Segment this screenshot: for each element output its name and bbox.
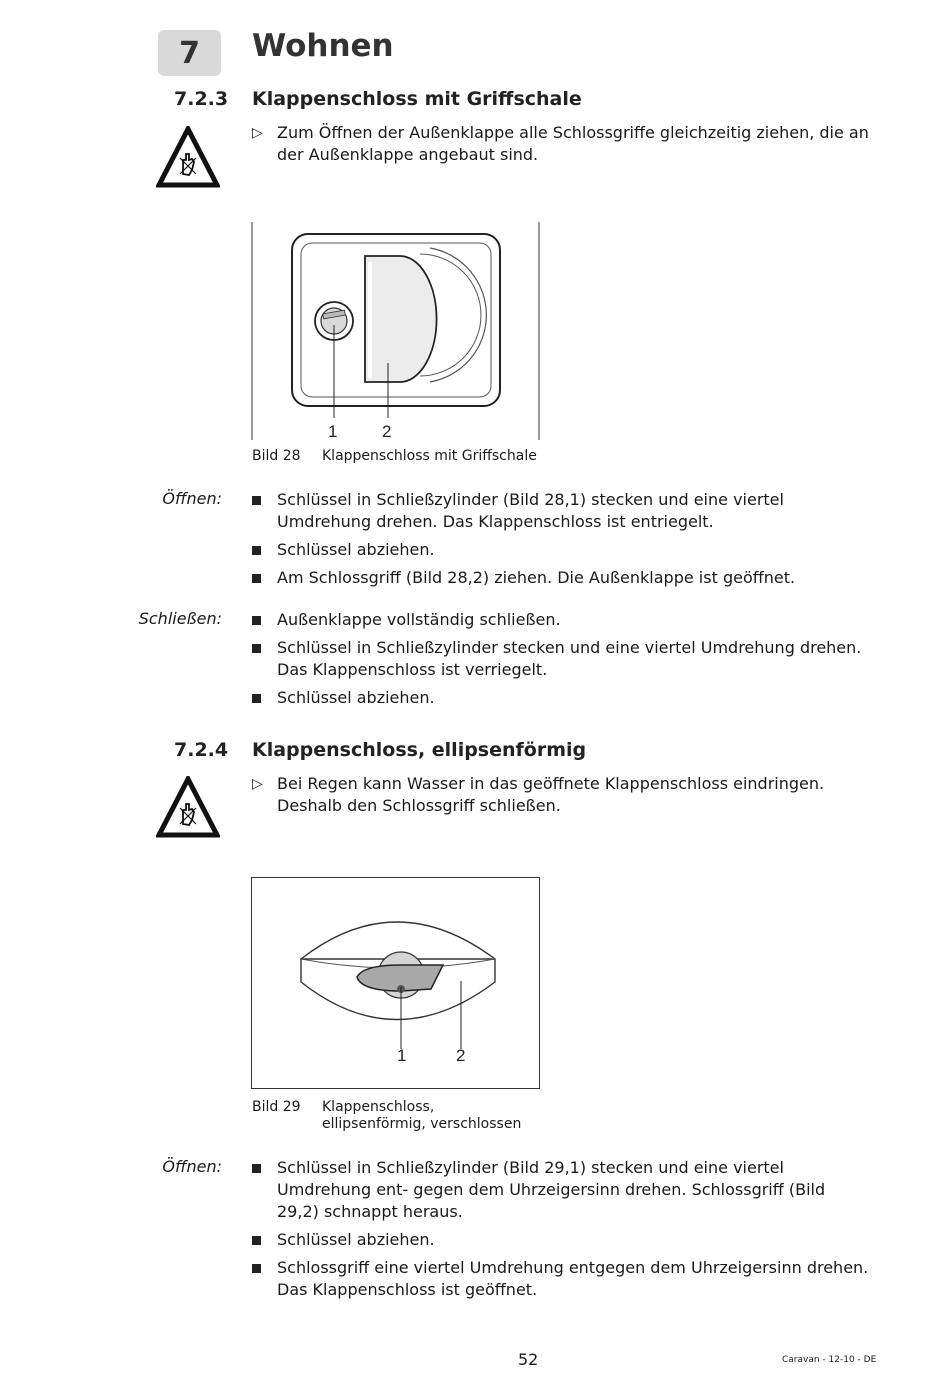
figure-label: Bild 29 — [252, 1099, 301, 1115]
section-title: Klappenschloss mit Griffschale — [252, 88, 582, 110]
list-item: Schlüssel in Schließzylinder (Bild 29,1) stecken und eine viertel Umdrehung ent- gegen dem Uhrzeigersinn drehen. Schlossgriff (Bild 29,2) schnappt heraus. — [252, 1157, 872, 1223]
warning-hand-icon — [156, 776, 220, 838]
open-label: Öffnen: — [162, 1157, 222, 1176]
chapter-title: Wohnen — [252, 28, 394, 64]
open-steps-list — [252, 1157, 872, 1307]
bullet-icon — [252, 496, 261, 505]
page-number: 52 — [518, 1350, 539, 1369]
figure-caption: Klappenschloss mit Griffschale — [322, 448, 537, 464]
figure-label: Bild 28 — [252, 448, 301, 464]
section-number: 7.2.3 — [174, 88, 229, 110]
open-steps-list — [252, 489, 872, 595]
bullet-icon — [252, 616, 261, 625]
open-label: Öffnen: — [162, 489, 222, 508]
bullet-icon — [252, 574, 261, 583]
figure-caption: Klappenschloss, ellipsenförmig, verschlossen — [322, 1099, 522, 1132]
bullet-icon — [252, 694, 261, 703]
section-number: 7.2.4 — [174, 739, 229, 761]
note-text: Bei Regen kann Wasser in das geöffnete Klappenschloss eindringen. Deshalb den Schlossgriff schließen. — [277, 774, 825, 815]
bullet-icon — [252, 1236, 261, 1245]
list-item: Schlüssel abziehen. — [252, 687, 872, 709]
chapter-number: 7 — [158, 30, 221, 76]
list-item: Am Schlossgriff (Bild 28,2) ziehen. Die Außenklappe ist geöffnet. — [252, 567, 872, 589]
list-item: Schlossgriff eine viertel Umdrehung entgegen dem Uhrzeigersinn drehen. Das Klappenschloss ist geöffnet. — [252, 1257, 872, 1301]
document-id: Caravan - 12-10 - DE — [782, 1355, 877, 1365]
close-label: Schließen: — [138, 609, 222, 628]
list-item: Schlüssel in Schließzylinder (Bild 28,1) stecken und eine viertel Umdrehung drehen. Das Klappenschloss ist entriegelt. — [252, 489, 872, 533]
callout-1: 1 — [328, 422, 338, 441]
bullet-icon — [252, 546, 261, 555]
note-arrow-icon: ▷ — [252, 125, 263, 141]
bullet-icon — [252, 1264, 261, 1273]
section-title: Klappenschloss, ellipsenförmig — [252, 739, 587, 761]
bullet-icon — [252, 1164, 261, 1173]
close-steps-list — [252, 609, 872, 715]
figure-lock-with-grip — [250, 222, 542, 444]
callout-1: 1 — [397, 1046, 407, 1065]
bullet-icon — [252, 644, 261, 653]
figure-elliptical-lock — [251, 877, 541, 1091]
list-item: Schlüssel abziehen. — [252, 1229, 872, 1251]
list-item: Schlüssel abziehen. — [252, 539, 872, 561]
list-item: Schlüssel in Schließzylinder stecken und eine viertel Umdrehung drehen. Das Klappenschloss ist verriegelt. — [252, 637, 872, 681]
callout-2: 2 — [456, 1046, 466, 1065]
callout-2: 2 — [382, 422, 392, 441]
note-arrow-icon: ▷ — [252, 776, 263, 792]
note-text: Zum Öffnen der Außenklappe alle Schlossgriffe gleichzeitig ziehen, die an der Außenklappe angebaut sind. — [277, 123, 869, 164]
warning-hand-icon — [156, 126, 220, 188]
list-item: Außenklappe vollständig schließen. — [252, 609, 872, 631]
